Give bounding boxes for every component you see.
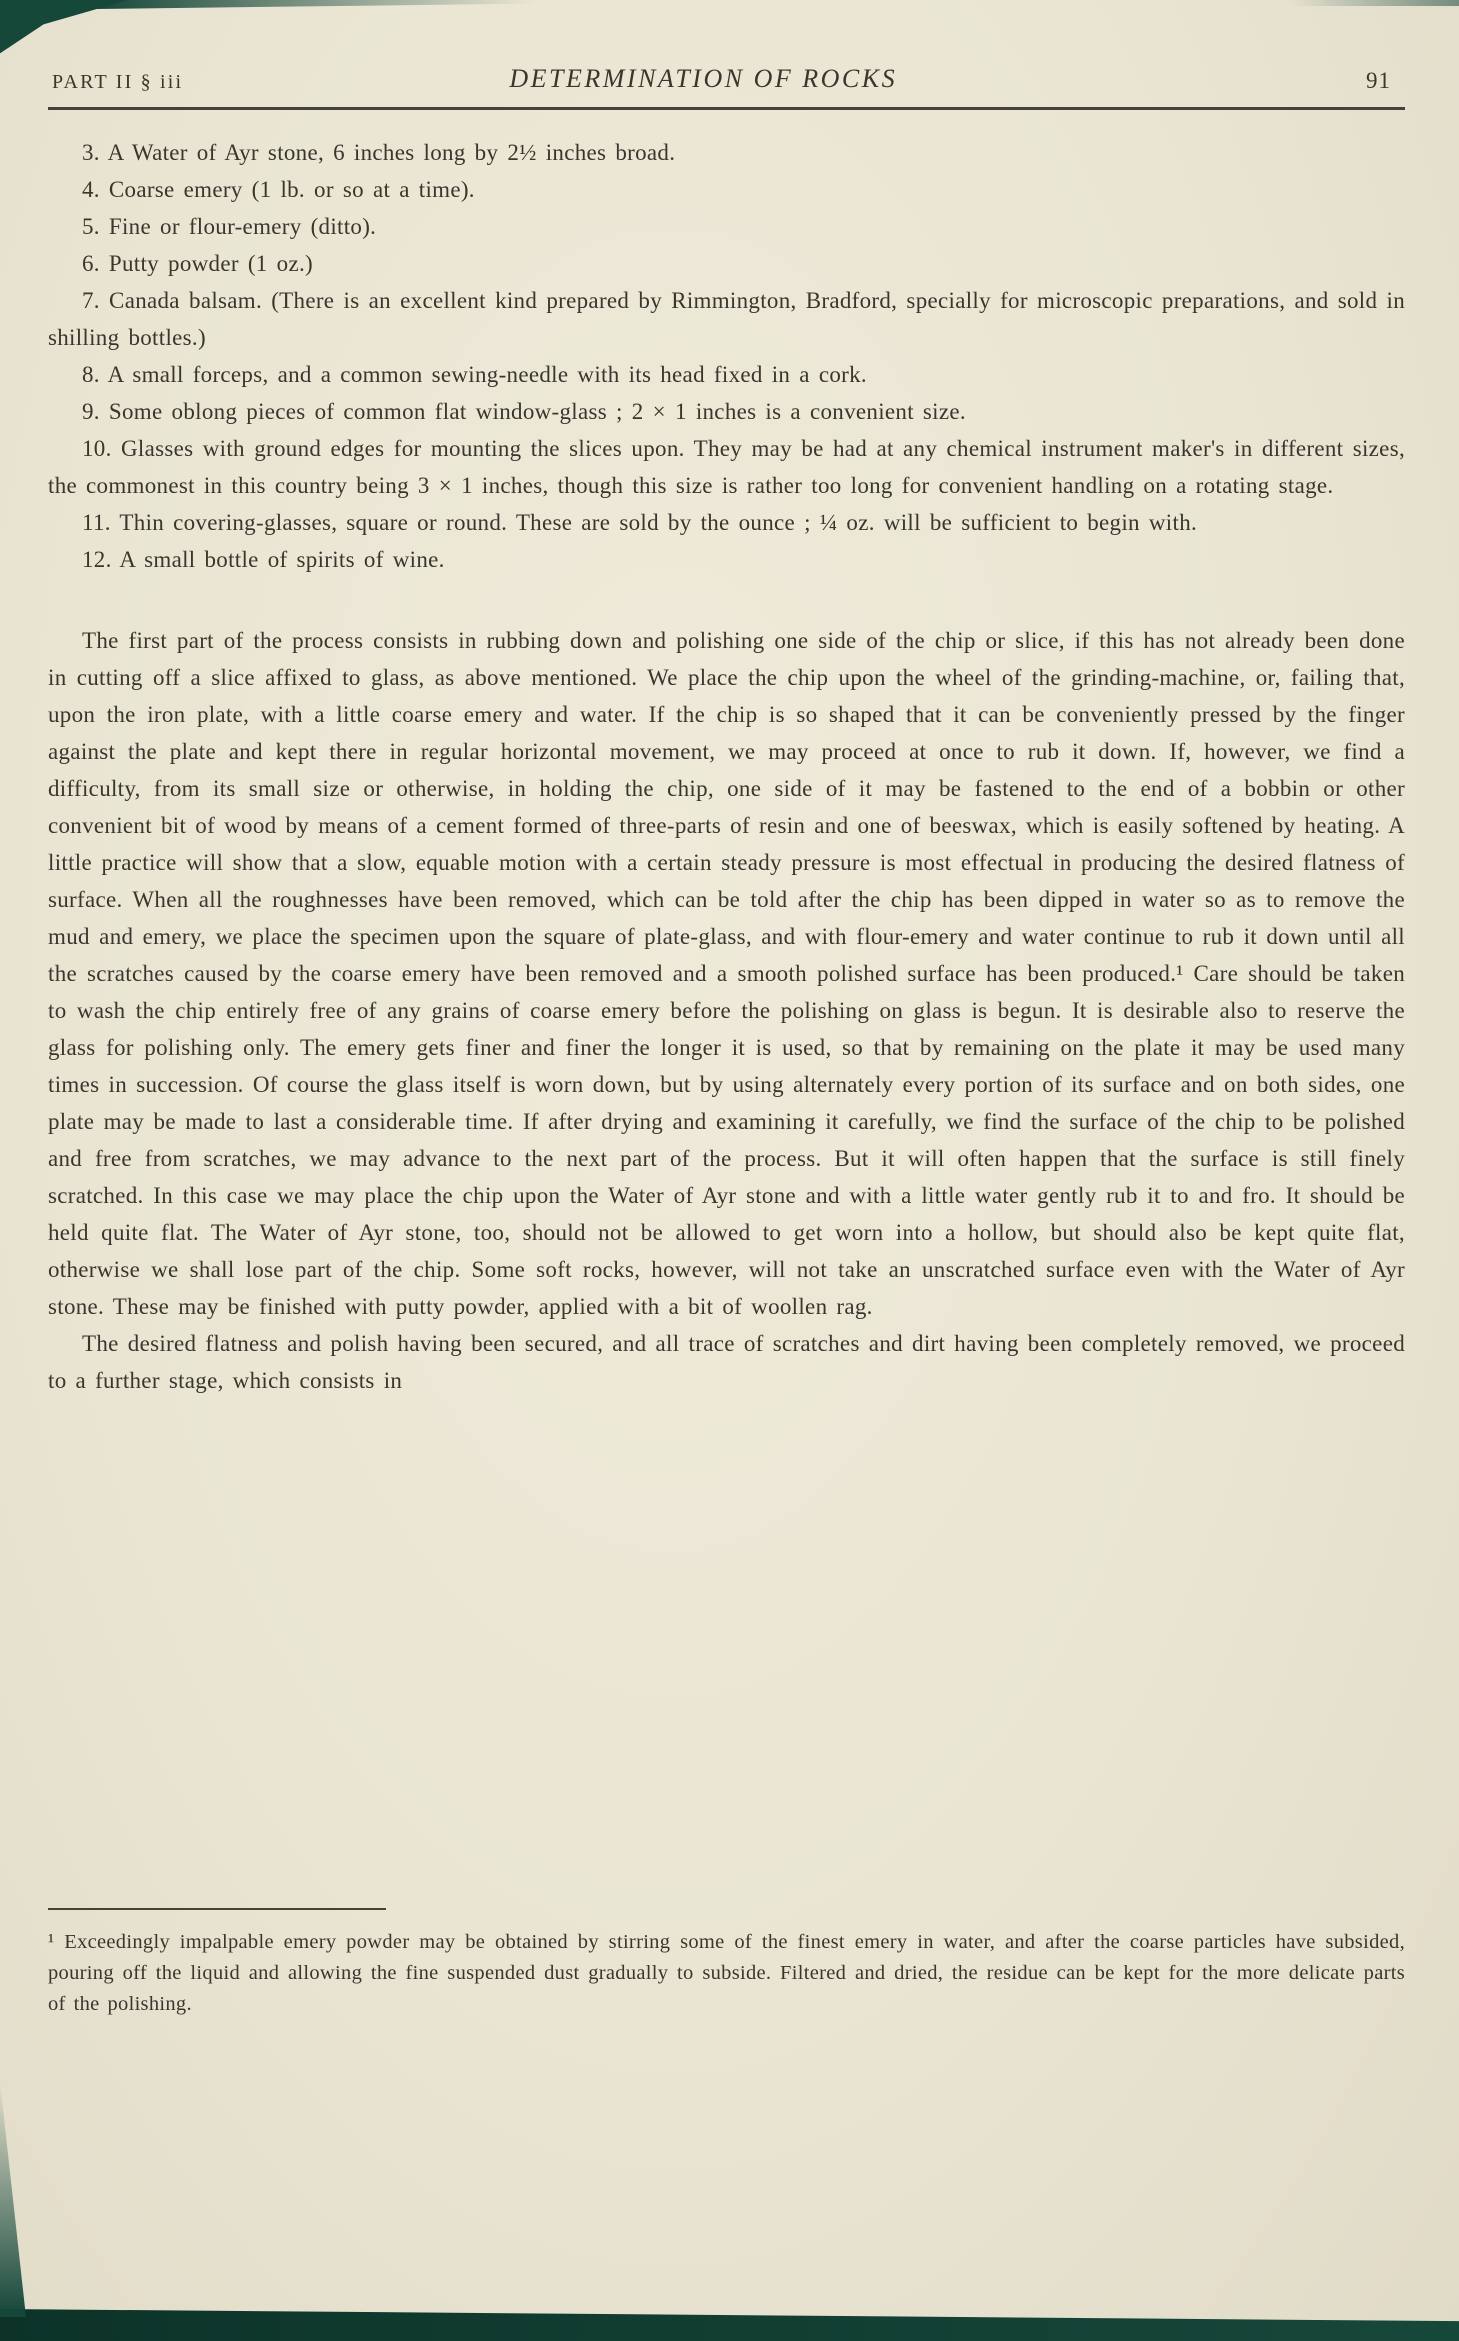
list-item-7: 7. Canada balsam. (There is an excellent kind prepared by Rimmington, Bradford, specially for microscopic preparations, and sold in shilling bottles.) [48,288,1405,350]
header-rule [48,107,1405,110]
scan-edge-bottom-left [0,2082,26,2317]
body-paragraph-1: The first part of the process consists in rubbing down and polishing one side of the chip or slice, if this has not already been done in cutting off a slice affixed to glass, as above mentioned. We place the chip upon the wheel of the grinding-machine, or, failing that, upon the iron plate, with a little coarse emery and water. If the chip is so shaped that it can be conveniently pressed by the finger against the plate and kept there in regular horizontal movement, we may proceed at once to rub it down. If, however, we find a difficulty, from its small size or otherwise, in holding the chip, one side of it may be fastened to the end of a bobbin or other convenient bit of wood by means of a cement formed of three-parts of resin and one of beeswax, which is easily softened by heating. A little practice will show that a slow, equable motion with a certain steady pressure is most effectual in producing the desired flatness of surface. When all the roughnesses have been removed, which can be told after the chip has been dipped in water so as to remove the mud and emery, we place the specimen upon the square of plate-glass, and with flour-emery and water continue to rub it down until all the scratches caused by the coarse emery have been removed and a smooth polished surface has been produced.¹ Care should be taken to wash the chip entirely free of any grains of coarse emery before the polishing on glass is begun. It is desirable also to reserve the glass for polishing only. The emery gets finer and finer the longer it is used, so that by remaining on the plate it may be used many times in succession. Of course the glass itself is worn down, but by using alternately every portion of its surface and on both sides, one plate may be made to last a considerable time. If after drying and examining it carefully, we find the surface of the chip to be polished and free from scratches, we may advance to the next part of the process. But it will often happen that the surface is still finely scratched. In this case we may place the chip upon the Water of Ayr stone and with a little water gently rub it to and fro. It should be held quite flat. The Water of Ayr stone, too, should not be allowed to get worn into a hollow, but should also be kept quite flat, otherwise we shall lose part of the chip. Some soft rocks, however, will not take an unscratched surface even with the Water of Ayr stone. These may be finished with putty powder, applied with a bit of woollen rag. [48,628,1405,1319]
list-item-10: 10. Glasses with ground edges for mounting the slices upon. They may be had at any chemical instrument maker's in different sizes, the commonest in this country being 3 × 1 inches, though this size is rather too long for convenient handling on a rotating stage. [48,436,1405,498]
footnote-text: ¹ Exceedingly impalpable emery powder may be obtained by stirring some of the finest emery in water, and after the coarse particles have subsided, pouring off the liquid and allowing the fine suspended dust gradually to subside. Filtered and dried, the residue can be kept for the more delicate parts of the polishing. [48,1931,1405,2015]
list-item-9: 9. Some oblong pieces of common flat window-glass ; 2 × 1 inches is a convenient size. [82,399,966,424]
page-content [48,58,1405,2020]
list-item-5: 5. Fine or flour-emery (ditto). [82,214,377,239]
footnote-rule [48,1908,386,1910]
scan-edge-bottom-strip [0,2309,1459,2341]
list-item-8: 8. A small forceps, and a common sewing-needle with its head fixed in a cork. [82,362,867,387]
list-item-11: 11. Thin covering-glasses, square or round. These are sold by the ounce ; ¼ oz. will be sufficient to begin with. [82,510,1198,535]
page-number: 91 [1366,68,1391,93]
running-title: DETERMINATION OF ROCKS [509,64,898,93]
footnote-area [48,1908,1405,2020]
list-item-12: 12. A small bottle of spirits of wine. [82,547,445,572]
scan-edge-top-left [0,0,128,58]
page-header [48,58,1405,94]
list-item-3: 3. A Water of Ayr stone, 6 inches long by 2½ inches broad. [82,140,676,165]
list-item-6: 6. Putty powder (1 oz.) [82,251,313,276]
scan-edge-top-right [1289,0,1459,6]
list-item-4: 4. Coarse emery (1 lb. or so at a time). [82,177,475,202]
body-paragraph-2: The desired flatness and polish having been secured, and all trace of scratches and dirt having been completely removed, we proceed to a further stage, which consists in [48,1331,1405,1393]
part-label: PART II § iii [52,71,184,93]
scan-edge-top-strip [96,0,536,9]
text-block [48,134,1405,1902]
